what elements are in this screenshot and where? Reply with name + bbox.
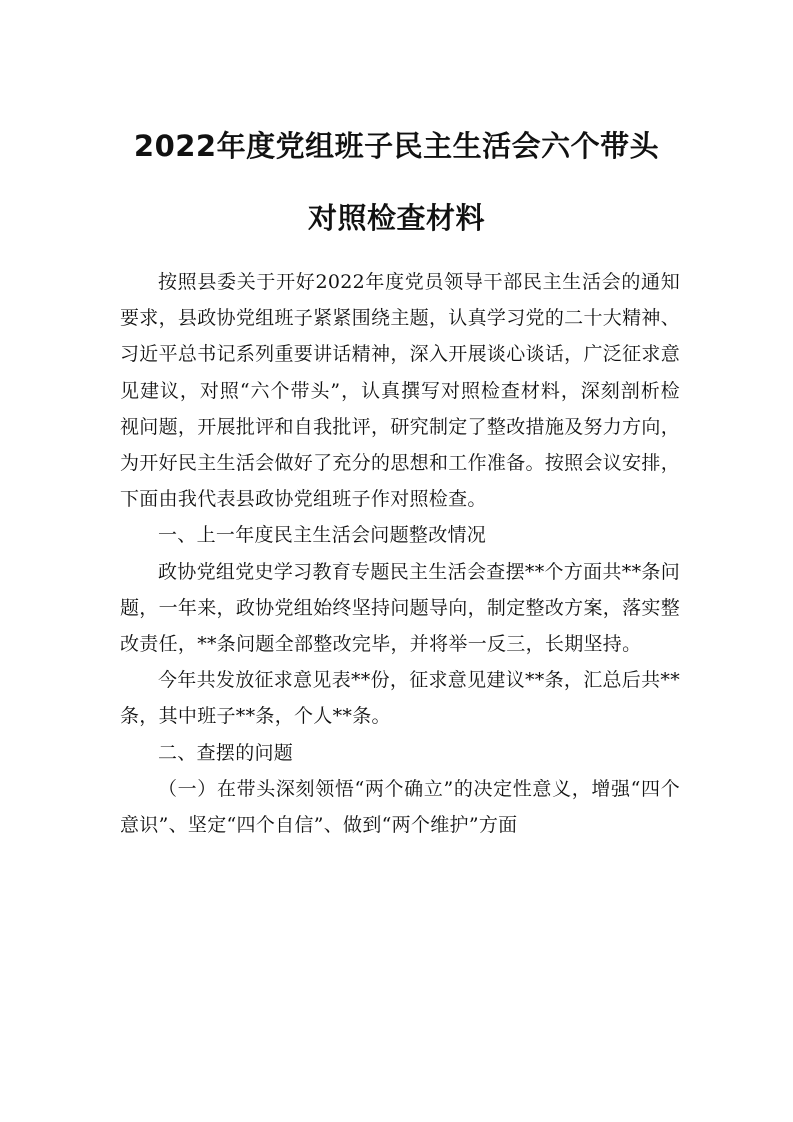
rectification-paragraph: 政协党组党史学习教育专题民主生活会查摆**个方面共**条问题，一年来，政协党组始终坚持问题导向，制定整改方案，落实整改责任，**条问题全部整改完毕，并将举一反三，长期坚持。 <box>120 560 680 656</box>
subsection-paragraph-1: （一）在带头深刻领悟“两个确立”的决定性意义，增强“四个意识”、坚定“四个自信”、做到“两个维护”方面 <box>120 777 680 837</box>
feedback-paragraph: 今年共发放征求意见表**份，征求意见建议**条，汇总后共**条，其中班子**条，个人**条。 <box>120 669 681 728</box>
section-heading-1: 一、上一年度民主生活会问题整改情况 <box>158 524 487 547</box>
document-body <box>120 264 680 843</box>
intro-paragraph: 按照县委关于开好2022年度党员领导干部民主生活会的通知要求，县政协党组班子紧紧围绕主题，认真学习党的二十大精神、习近平总书记系列重要讲话精神，深入开展谈心谈话，广泛征求意见建议，对照“六个带头”，认真撰写对照检查材料，深刻剖析检视问题，开展批评和自我批评，研究制定了整改措施及努力方向，为开好民主生活会做好了充分的思想和工作准备。按照会议安排，下面由我代表县政协党组班子作对照检查。 <box>120 271 680 511</box>
document-title-line-2: 对照检查材料 <box>307 201 485 235</box>
document-title-line-1: 2022年度党组班子民主生活会六个带头 <box>133 129 660 163</box>
section-heading-2: 二、查摆的问题 <box>158 741 294 764</box>
